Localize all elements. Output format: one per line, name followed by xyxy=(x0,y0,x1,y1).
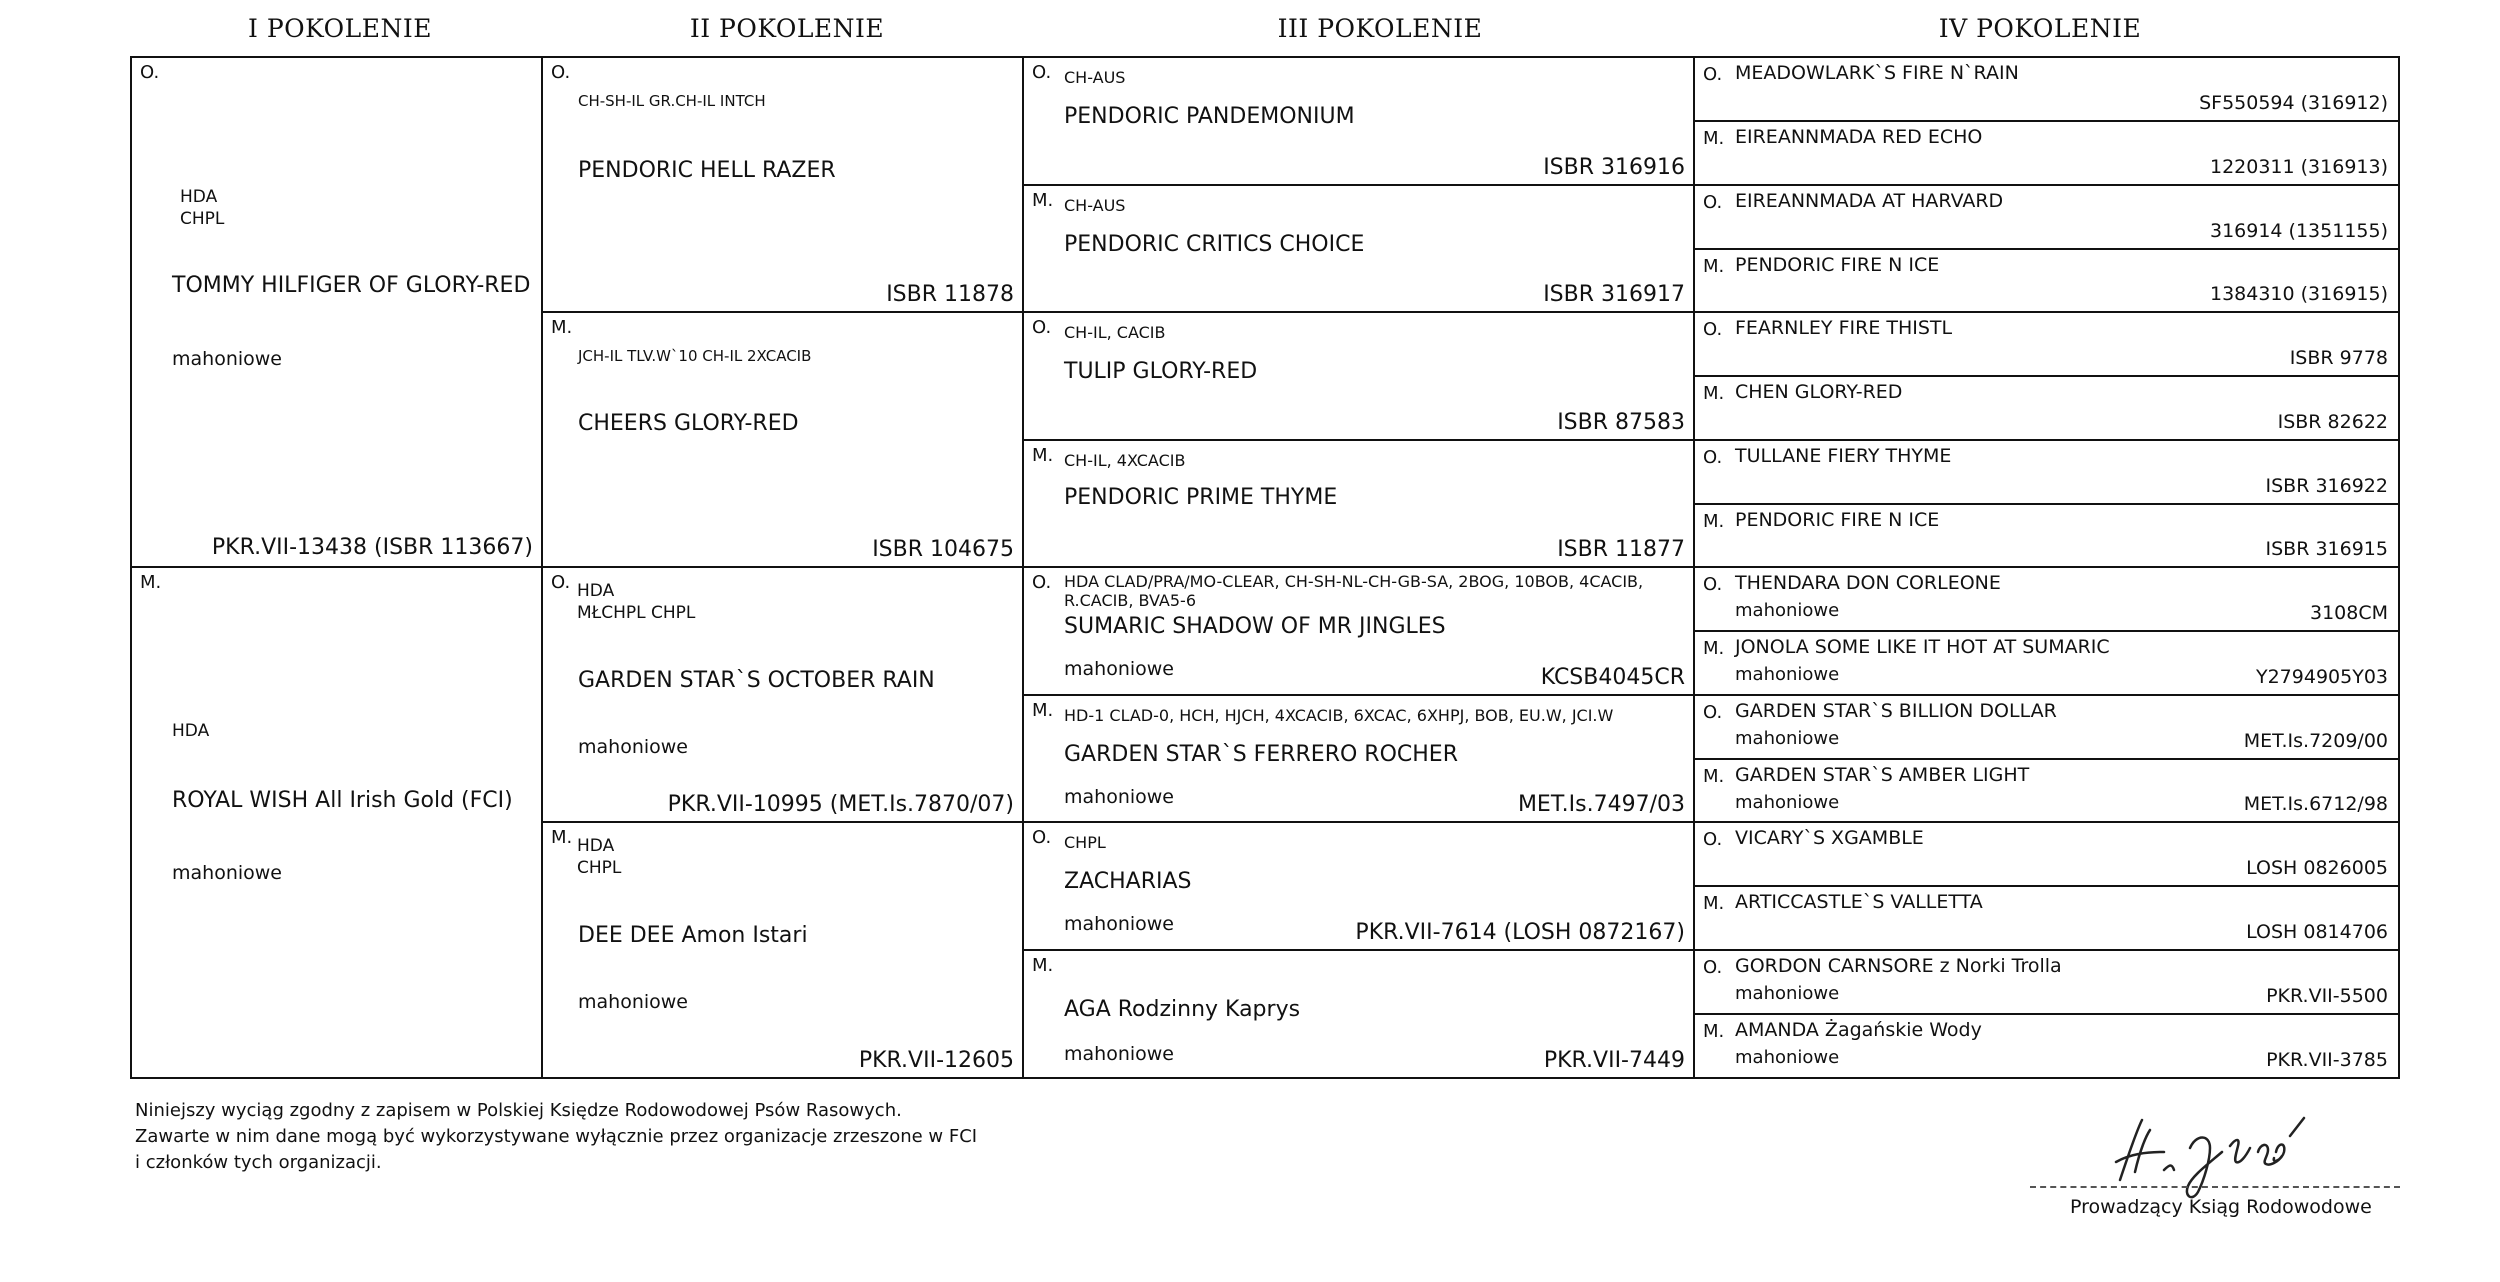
dog-registration: SF550594 (316912) xyxy=(2199,92,2388,114)
dog-name: PENDORIC PANDEMONIUM xyxy=(1064,104,1355,129)
parent-label: M. xyxy=(140,572,162,593)
dog-name: EIREANNMADA AT HARVARD xyxy=(1735,190,2004,212)
dog-registration: KCSB4045CR xyxy=(1540,665,1685,690)
dog-registration: ISBR 11877 xyxy=(1557,537,1685,562)
parent-label: M. xyxy=(551,827,573,848)
dog-registration: MET.Is.7209/00 xyxy=(2243,730,2388,752)
dog-registration: MET.Is.7497/03 xyxy=(1517,792,1685,817)
dog-registration: ISBR 316916 xyxy=(1543,155,1685,180)
parent-label: O. xyxy=(551,572,571,593)
gen4-cell xyxy=(1693,885,2400,951)
dog-name: PENDORIC PRIME THYME xyxy=(1064,485,1338,510)
gen4-cell xyxy=(1693,630,2400,696)
dog-name: MEADOWLARK`S FIRE N`RAIN xyxy=(1735,62,2019,84)
parent-label: O. xyxy=(1032,317,1052,338)
gen4-cell xyxy=(1693,949,2400,1015)
dog-titles: CH-IL, 4XCACIB xyxy=(1064,451,1186,470)
dog-name: GARDEN STAR`S FERRERO ROCHER xyxy=(1064,742,1458,767)
dog-color: mahoniowe xyxy=(578,736,688,758)
parent-label: O. xyxy=(1703,447,1723,468)
gen4-cell xyxy=(1693,248,2400,313)
parent-label: O. xyxy=(1032,572,1052,593)
dog-titles: HDA MŁCHPL CHPL xyxy=(577,581,696,623)
signature-line xyxy=(2030,1186,2400,1188)
dog-registration: ISBR 82622 xyxy=(2277,411,2388,433)
parent-label: M. xyxy=(1032,955,1054,976)
footer-line: i członków tych organizacji. xyxy=(135,1152,382,1173)
dog-name: AGA Rodzinny Kaprys xyxy=(1064,997,1301,1022)
dog-color: mahoniowe xyxy=(1735,728,1840,749)
gen3-cell xyxy=(1022,694,1695,823)
dog-name: CHEN GLORY-RED xyxy=(1735,381,1903,403)
dog-name: DEE DEE Amon Istari xyxy=(578,923,808,948)
dog-name: CHEERS GLORY-RED xyxy=(578,411,799,436)
parent-label: O. xyxy=(1703,702,1723,723)
dog-color: mahoniowe xyxy=(172,348,282,370)
gen1-dam-cell xyxy=(130,566,543,1079)
gen4-cell xyxy=(1693,120,2400,186)
dog-titles: CH-AUS xyxy=(1064,68,1126,87)
gen3-cell xyxy=(1022,566,1695,696)
dog-name: GARDEN STAR`S AMBER LIGHT xyxy=(1735,764,2030,786)
dog-titles: HDA CHPL xyxy=(180,187,225,229)
parent-label: M. xyxy=(1703,128,1725,149)
dog-titles: HDA CLAD/PRA/MO-CLEAR, CH-SH-NL-CH-GB-SA, 2BOG, 10BOB, 4CACIB, R.CACIB, BVA5-6 xyxy=(1064,572,1644,610)
signature-caption: Prowadzący Ksiąg Rodowodowe xyxy=(2070,1196,2372,1218)
parent-label: O. xyxy=(1703,957,1723,978)
parent-label: M. xyxy=(1703,256,1725,277)
gen4-cell xyxy=(1693,503,2400,568)
gen3-cell xyxy=(1022,56,1695,186)
dog-name: FEARNLEY FIRE THISTL xyxy=(1735,317,1953,339)
dog-registration: LOSH 0814706 xyxy=(2246,921,2388,943)
dog-titles: CH-SH-IL GR.CH-IL INTCH xyxy=(578,92,766,110)
header-gen2: II POKOLENIE xyxy=(689,14,885,43)
dog-color: mahoniowe xyxy=(578,991,688,1013)
gen3-cell xyxy=(1022,821,1695,951)
dog-color: mahoniowe xyxy=(1064,913,1174,935)
dog-registration: PKR.VII-7449 xyxy=(1543,1048,1685,1073)
gen4-cell xyxy=(1693,821,2400,887)
gen4-cell xyxy=(1693,311,2400,377)
dog-registration: PKR.VII-7614 (LOSH 0872167) xyxy=(1355,920,1685,945)
gen4-cell xyxy=(1693,439,2400,505)
parent-label: O. xyxy=(1703,64,1723,85)
gen4-cell xyxy=(1693,1013,2400,1079)
dog-name: GORDON CARNSORE z Norki Trolla xyxy=(1735,955,2062,977)
dog-color: mahoniowe xyxy=(1735,983,1840,1004)
dog-titles: JCH-IL TLV.W`10 CH-IL 2XCACIB xyxy=(578,347,812,365)
parent-label: M. xyxy=(1703,638,1725,659)
dog-name: SUMARIC SHADOW OF MR JINGLES xyxy=(1064,614,1446,639)
parent-label: M. xyxy=(1032,190,1054,211)
dog-titles: CH-IL, CACIB xyxy=(1064,323,1166,342)
parent-label: M. xyxy=(1703,511,1725,532)
dog-name: PENDORIC HELL RAZER xyxy=(578,158,836,183)
dog-name: PENDORIC FIRE N ICE xyxy=(1735,254,1940,276)
dog-registration: Y2794905Y03 xyxy=(2255,666,2388,688)
dog-titles: HDA CHPL xyxy=(577,836,622,878)
dog-registration: PKR.VII-3785 xyxy=(2266,1049,2388,1071)
dog-color: mahoniowe xyxy=(172,862,282,884)
parent-label: O. xyxy=(1703,829,1723,850)
parent-label: O. xyxy=(1703,319,1723,340)
dog-registration: LOSH 0826005 xyxy=(2246,857,2388,879)
dog-titles: CH-AUS xyxy=(1064,196,1126,215)
dog-color: mahoniowe xyxy=(1735,1047,1840,1068)
dog-color: mahoniowe xyxy=(1735,600,1840,621)
dog-titles: HDA xyxy=(172,721,210,741)
parent-label: O. xyxy=(551,62,571,83)
gen3-cell xyxy=(1022,439,1695,568)
dog-registration: PKR.VII-12605 xyxy=(858,1048,1014,1073)
header-gen3: III POKOLENIE xyxy=(1277,14,1483,43)
dog-name: JONOLA SOME LIKE IT HOT AT SUMARIC xyxy=(1735,636,2110,658)
footer-note xyxy=(135,1098,977,1176)
parent-label: O. xyxy=(1703,192,1723,213)
dog-color: mahoniowe xyxy=(1064,786,1174,808)
gen4-cell xyxy=(1693,375,2400,441)
parent-label: M. xyxy=(1032,700,1054,721)
dog-name: GARDEN STAR`S BILLION DOLLAR xyxy=(1735,700,2057,722)
parent-label: M. xyxy=(1703,893,1725,914)
dog-name: TOMMY HILFIGER OF GLORY-RED xyxy=(172,273,531,298)
parent-label: O. xyxy=(1032,62,1052,83)
dog-name: EIREANNMADA RED ECHO xyxy=(1735,126,1983,148)
gen1-sire-cell xyxy=(130,56,543,568)
dog-registration: 316914 (1351155) xyxy=(2209,220,2388,242)
dog-registration: PKR.VII-10995 (MET.Is.7870/07) xyxy=(667,792,1014,817)
gen2-cell xyxy=(541,566,1024,823)
dog-titles: HD-1 CLAD-0, HCH, HJCH, 4XCACIB, 6XCAC, 6XHPJ, BOB, EU.W, JCI.W xyxy=(1064,706,1614,725)
dog-color: mahoniowe xyxy=(1064,1043,1174,1065)
dog-registration: PKR.VII-5500 xyxy=(2266,985,2388,1007)
dog-registration: ISBR 11878 xyxy=(886,282,1014,307)
gen4-cell xyxy=(1693,184,2400,250)
dog-name: ZACHARIAS xyxy=(1064,869,1192,894)
gen4-cell xyxy=(1693,758,2400,823)
footer-line: Niniejszy wyciąg zgodny z zapisem w Polskiej Księdze Rodowodowej Psów Rasowych. xyxy=(135,1100,902,1121)
parent-label: O. xyxy=(1703,574,1723,595)
signature-image xyxy=(2080,1080,2320,1200)
parent-label: O. xyxy=(1032,827,1052,848)
dog-color: mahoniowe xyxy=(1064,658,1174,680)
dog-registration: ISBR 9778 xyxy=(2289,347,2388,369)
dog-name: PENDORIC CRITICS CHOICE xyxy=(1064,232,1365,257)
parent-label: M. xyxy=(1703,766,1725,787)
dog-registration: 1384310 (316915) xyxy=(2209,283,2388,305)
dog-registration: ISBR 316922 xyxy=(2265,475,2388,497)
gen2-cell xyxy=(541,821,1024,1079)
dog-name: VICARY`S XGAMBLE xyxy=(1735,827,1924,849)
dog-registration: ISBR 104675 xyxy=(872,537,1014,562)
dog-color: mahoniowe xyxy=(1735,664,1840,685)
dog-registration: MET.Is.6712/98 xyxy=(2243,793,2388,815)
dog-name: TULLANE FIERY THYME xyxy=(1735,445,1952,467)
dog-registration: ISBR 316917 xyxy=(1543,282,1685,307)
header-gen4: IV POKOLENIE xyxy=(1938,14,2142,43)
dog-name: PENDORIC FIRE N ICE xyxy=(1735,509,1940,531)
gen3-cell xyxy=(1022,184,1695,313)
dog-color: mahoniowe xyxy=(1735,792,1840,813)
dog-registration: ISBR 87583 xyxy=(1557,410,1685,435)
dog-registration: 3108CM xyxy=(2309,602,2388,624)
gen3-cell xyxy=(1022,311,1695,441)
dog-registration: 1220311 (316913) xyxy=(2209,156,2388,178)
gen3-cell xyxy=(1022,949,1695,1079)
gen4-cell xyxy=(1693,566,2400,632)
parent-label: M. xyxy=(1703,1021,1725,1042)
dog-name: THENDARA DON CORLEONE xyxy=(1735,572,2001,594)
dog-titles: CHPL xyxy=(1064,833,1106,852)
gen2-cell xyxy=(541,56,1024,313)
gen4-cell xyxy=(1693,694,2400,760)
dog-name: AMANDA Żagańskie Wody xyxy=(1735,1019,1982,1041)
dog-registration: PKR.VII-13438 (ISBR 113667) xyxy=(211,535,533,560)
dog-name: GARDEN STAR`S OCTOBER RAIN xyxy=(578,668,935,693)
dog-name: ARTICCASTLE`S VALLETTA xyxy=(1735,891,1983,913)
header-gen1: I POKOLENIE xyxy=(248,14,432,43)
gen4-cell xyxy=(1693,56,2400,122)
dog-name: TULIP GLORY-RED xyxy=(1064,359,1258,384)
gen2-cell xyxy=(541,311,1024,568)
parent-label: O. xyxy=(140,62,160,83)
parent-label: M. xyxy=(1032,445,1054,466)
footer-line: Zawarte w nim dane mogą być wykorzystywane wyłącznie przez organizacje zrzeszone w FCI xyxy=(135,1126,978,1147)
parent-label: M. xyxy=(551,317,573,338)
dog-name: ROYAL WISH All Irish Gold (FCI) xyxy=(172,788,513,813)
parent-label: M. xyxy=(1703,383,1725,404)
dog-registration: ISBR 316915 xyxy=(2265,538,2388,560)
